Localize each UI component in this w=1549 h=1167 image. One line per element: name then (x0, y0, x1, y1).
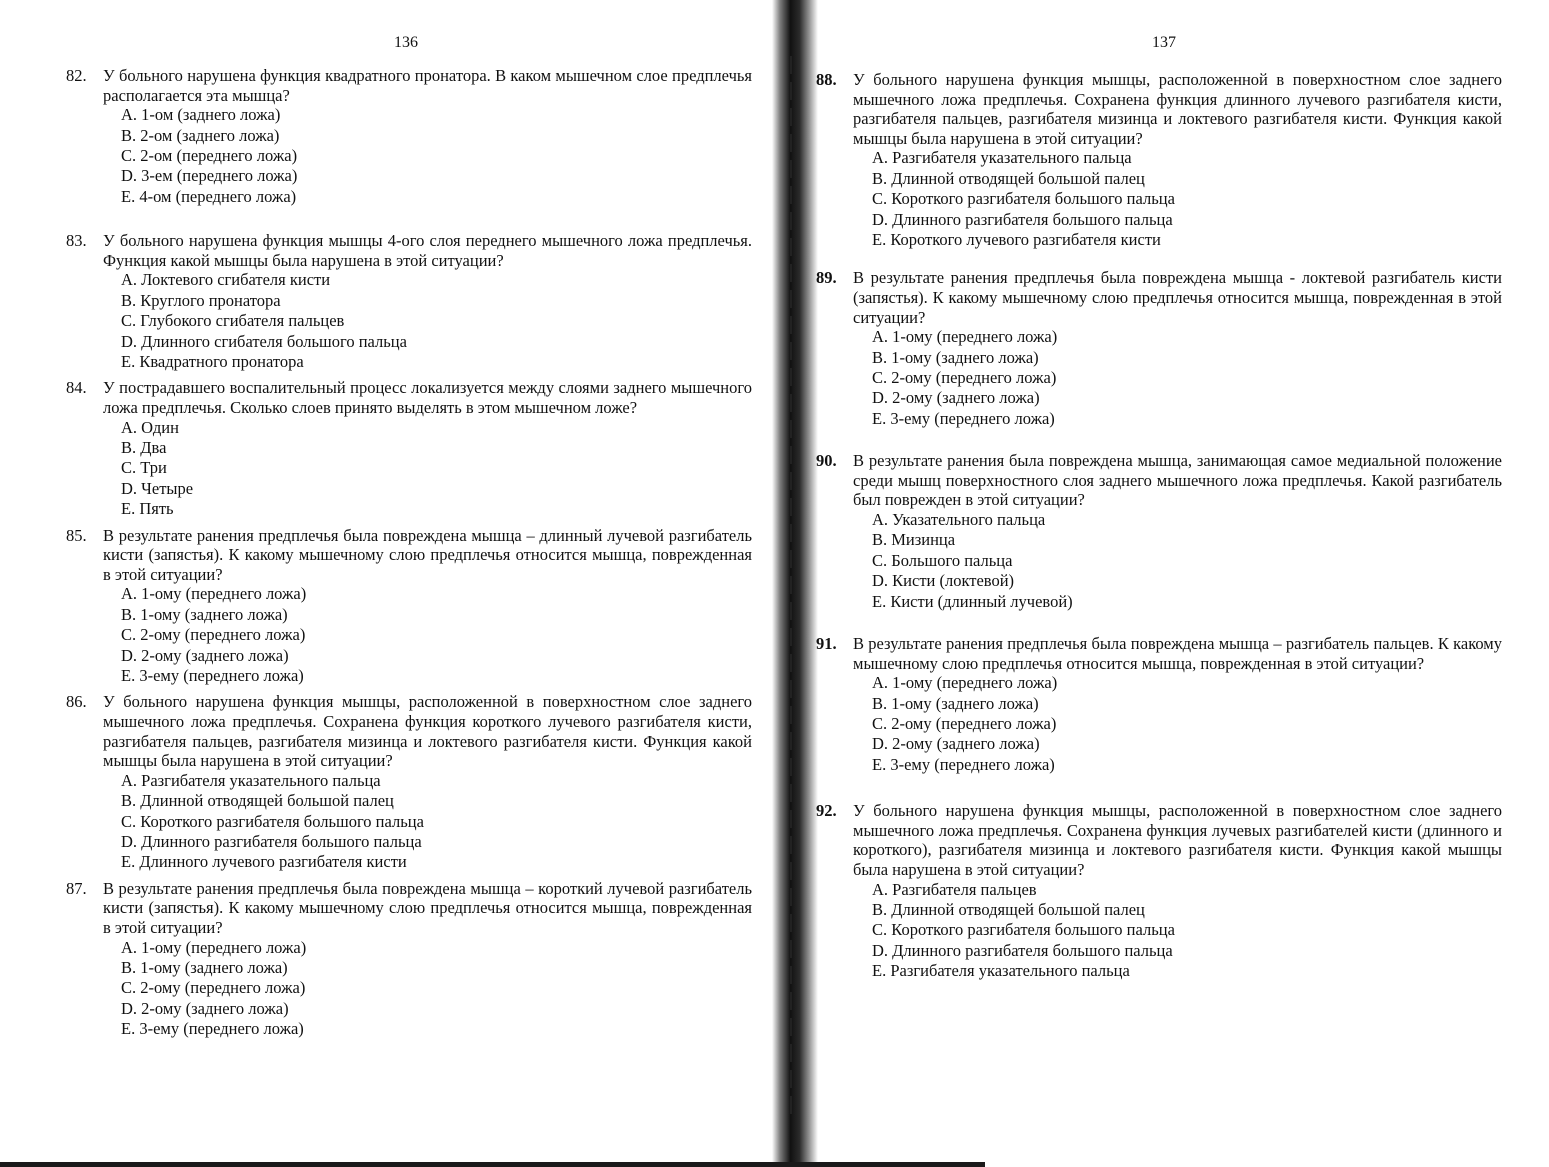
question-number: 88. (816, 70, 837, 89)
answer-option: C. Глубокого сгибателя пальцев (121, 311, 345, 331)
answer-option: A. 1-ому (переднего ложа) (872, 673, 1058, 693)
answer-option: B. 1-ому (заднего ложа) (872, 693, 1039, 713)
question-stem (816, 451, 1502, 510)
question-text: В результате ранения предплечья была повреждена мышца – разгибатель пальцев. К какому мышечному слою предплечья относится мышца, поврежденная в этой ситуации? (853, 634, 1502, 673)
question-86 (66, 692, 752, 872)
question-87 (66, 879, 752, 1040)
question-number: 82. (66, 66, 87, 85)
answer-option: B. 1-ому (заднего ложа) (121, 604, 288, 624)
question-stem (66, 378, 752, 417)
answer-option: C. Короткого разгибателя большого пальца (872, 920, 1175, 940)
answer-option: A. 1-ому (переднего ложа) (872, 327, 1058, 347)
answer-option: D. 2-ому (заднего ложа) (872, 388, 1040, 408)
page-number: 136 (394, 34, 418, 51)
answer-option: B. Длинной отводящей большой палец (872, 900, 1145, 920)
answer-option: A. 1-ому (переднего ложа) (121, 584, 307, 604)
answer-option: B. Длинной отводящей большой палец (872, 168, 1145, 188)
answer-option: E. 3-ему (переднего ложа) (872, 408, 1055, 428)
answer-options (66, 418, 752, 520)
answer-option: A. 1-ому (переднего ложа) (121, 937, 307, 957)
answer-option: E. Пять (121, 499, 174, 519)
answer-option: A. 1-ом (заднего ложа) (121, 105, 281, 125)
answer-options (816, 880, 1502, 982)
question-text: У больного нарушена функция мышцы 4-ого слоя переднего мышечного ложа предплечья. Функция какой мышцы была нарушена в этой ситуации? (103, 231, 752, 270)
answer-option: A. Разгибателя указательного пальца (872, 148, 1132, 168)
answer-option: C. 2-ом (переднего ложа) (121, 146, 298, 165)
answer-option: C. 2-ому (переднего ложа) (872, 714, 1057, 734)
answer-option: D. 2-ому (заднего ложа) (872, 734, 1040, 754)
question-number: 85. (66, 525, 87, 545)
answer-options (816, 148, 1502, 250)
answer-option: B. Длинной отводящей большой палец (121, 791, 394, 811)
answer-option: C. 2-ому (переднего ложа) (121, 978, 306, 998)
question-92 (816, 801, 1502, 981)
answer-option: C. Короткого разгибателя большого пальца (872, 189, 1175, 209)
question-82 (66, 66, 752, 207)
question-stem (66, 66, 752, 105)
question-text: В результате ранения была повреждена мышца, занимающая самое медиальной положение среди мышц поверхностного слоя заднего мышечного ложа предплечья. Какой разгибатель был поврежден в этой ситуации? (853, 451, 1502, 510)
answer-option: C. Три (121, 458, 167, 478)
question-number: 87. (66, 878, 87, 898)
answer-option: C. 2-ому (переднего ложа) (872, 368, 1057, 387)
question-stem (66, 692, 752, 770)
question-number: 91. (816, 634, 837, 654)
question-stem (66, 231, 752, 270)
question-number: 90. (816, 451, 837, 471)
question-stem (66, 526, 752, 585)
answer-option: C. 2-ому (переднего ложа) (121, 625, 306, 645)
question-84 (66, 378, 752, 519)
answer-option: B. Два (121, 438, 167, 458)
answer-option: E. 3-ему (переднего ложа) (872, 754, 1055, 774)
answer-option: D. 2-ому (заднего ложа) (121, 645, 289, 665)
question-91 (816, 634, 1502, 775)
question-text: В результате ранения предплечья была повреждена мышца - локтевой разгибатель кисти (запястья). К какому мышечному слою предплечья относится мышца, поврежденная в этой ситуации? (853, 268, 1502, 327)
answer-option: E. Разгибателя указательного пальца (872, 961, 1130, 981)
answer-option: D. Кисти (локтевой) (872, 571, 1015, 591)
answer-option: C. Короткого разгибателя большого пальца (121, 811, 424, 831)
question-85 (66, 526, 752, 687)
question-stem (816, 801, 1502, 879)
question-stem (66, 879, 752, 938)
question-text: В результате ранения предплечья была повреждена мышца – длинный лучевой разгибатель кисти (запястья). К какому мышечному слою предплечья относится мышца, поврежденная в этой ситуации? (103, 525, 752, 584)
question-column (816, 70, 1502, 982)
answer-options (816, 510, 1502, 612)
answer-option: B. Мизинца (872, 530, 956, 550)
answer-option: B. Круглого пронатора (121, 290, 281, 310)
answer-option: A. Указательного пальца (872, 510, 1046, 529)
answer-options (66, 938, 752, 1040)
question-text: У больного нарушена функция мышцы, расположенной в поверхностном слое заднего мышечного ложа предплечья. Сохранена функция лучевых разгибателей кисти (длинного и короткого), разгибателя мизинца и локтевого разгибателя кисти. Функция какой мышцы была нарушена в этой ситуации? (853, 801, 1502, 880)
answer-option: E. 4-ом (переднего ложа) (121, 186, 297, 206)
question-number: 92. (816, 801, 837, 821)
question-text: У больного нарушена функция мышцы, расположенной в поверхностном слое заднего мышечного ложа предплечья. Сохранена функция длинного лучевого разгибателя кисти, разгибателя пальцев, разгибателя мизинца и локтевого разгибателя кисти. Функция какой мышцы была нарушена в этой ситуации? (853, 70, 1502, 148)
question-stem (816, 268, 1502, 327)
question-number: 84. (66, 378, 87, 398)
question-stem (816, 634, 1502, 673)
answer-option: E. Короткого лучевого разгибателя кисти (872, 230, 1161, 249)
answer-options (816, 327, 1502, 429)
answer-option: E. Квадратного пронатора (121, 352, 304, 372)
answer-option: D. 3-ем (переднего ложа) (121, 166, 298, 186)
answer-option: B. 1-ому (заднего ложа) (121, 958, 288, 978)
question-83 (66, 231, 752, 372)
answer-option: D. 2-ому (заднего ложа) (121, 998, 289, 1018)
answer-option: A. Локтевого сгибателя кисти (121, 270, 331, 290)
answer-option: E. 3-ему (переднего ложа) (121, 666, 304, 686)
question-88 (816, 70, 1502, 250)
answer-option: D. Длинного разгибателя большого пальца (872, 209, 1173, 229)
question-text: У пострадавшего воспалительный процесс локализуется между слоями заднего мышечного ложа предплечья. Сколько слоев принято выделять в этом мышечном ложе? (103, 378, 752, 418)
answer-option: E. Длинного лучевого разгибателя кисти (121, 852, 407, 872)
answer-options (66, 584, 752, 686)
question-number: 89. (816, 268, 837, 288)
question-text: У больного нарушена функция квадратного пронатора. В каком мышечном слое предплечья располагается эта мышца? (103, 66, 752, 105)
answer-option: B. 2-ом (заднего ложа) (121, 125, 280, 145)
answer-option: C. Большого пальца (872, 550, 1013, 570)
answer-option: D. Длинного сгибателя большого пальца (121, 331, 407, 351)
question-column (66, 66, 752, 1040)
question-number: 83. (66, 231, 87, 251)
answer-option: A. Разгибателя указательного пальца (121, 770, 381, 790)
answer-options (66, 270, 752, 372)
answer-option: D. Длинного разгибателя большого пальца (121, 832, 422, 852)
answer-option: B. 1-ому (заднего ложа) (872, 347, 1039, 367)
question-text: В результате ранения предплечья была повреждена мышца – короткий лучевой разгибатель кисти (запястья). К какому мышечному слою предплечья относится мышца, поврежденная в этой ситуации? (103, 878, 752, 938)
question-89 (816, 268, 1502, 429)
page-edge-marks (790, 56, 792, 1116)
answer-option: D. Четыре (121, 478, 194, 498)
answer-option: E. 3-ему (переднего ложа) (121, 1019, 304, 1039)
answer-option: A. Разгибателя пальцев (872, 879, 1037, 899)
question-stem (816, 70, 1502, 148)
answer-option: A. Один (121, 417, 179, 437)
question-text: У больного нарушена функция мышцы, расположенной в поверхностном слое заднего мышечного ложа предплечья. Сохранена функция короткого лучевого разгибателя кисти, разгибателя пальцев, разгибателя мизинца и локтевого разгибателя кисти. Функция какой мышцы была нарушена в этой ситуации? (103, 692, 752, 771)
answer-options (66, 105, 752, 207)
question-90 (816, 451, 1502, 612)
answer-options (816, 673, 1502, 775)
answer-options (66, 771, 752, 873)
question-number: 86. (66, 692, 87, 712)
answer-option: E. Кисти (длинный лучевой) (872, 591, 1073, 611)
page-number: 137 (1152, 34, 1176, 51)
right-page (812, 0, 1549, 1167)
answer-option: D. Длинного разгибателя большого пальца (872, 940, 1173, 960)
